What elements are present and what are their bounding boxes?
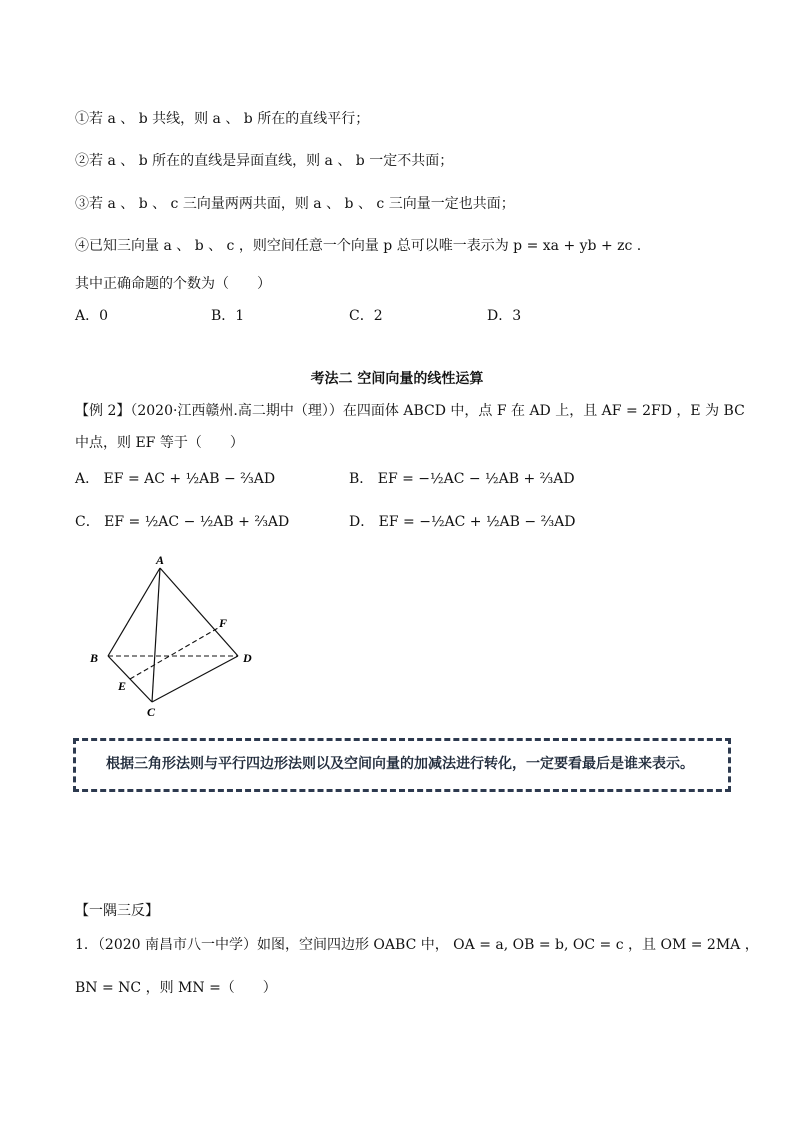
question-count: 其中正确命题的个数为（ ） (75, 276, 271, 292)
choice-a: A．0 (75, 308, 109, 324)
example2-option-d: D． EF = −½AC + ½AB − ⅔AD (349, 514, 576, 530)
practice1-line2: BN = NC ，则 MN =（ ） (75, 980, 277, 996)
choice-b: B．1 (211, 308, 245, 324)
example2-option-b: B． EF = −½AC − ½AB + ⅔AD (349, 471, 575, 487)
example2-line2: 中点，则 EF 等于（ ） (75, 435, 244, 451)
statement-4: ④已知三向量 a 、 b 、 c ，则空间任意一个向量 p 总可以唯一表示为 p = xa + yb + zc . (75, 238, 642, 254)
edge-AC (152, 568, 160, 702)
statement-2: ②若 a 、 b 所在的直线是异面直线，则 a 、 b 一定不共面； (75, 153, 454, 169)
example2-option-c: C． EF = ½AC − ½AB + ⅔AD (75, 514, 290, 530)
statement-3: ③若 a 、 b 、 c 三向量两两共面，则 a 、 b 、 c 三向量一定也共面； (75, 196, 515, 212)
edge-CD (152, 656, 238, 702)
practice1-line1: 1．（2020 南昌市八一中学）如图，空间四边形 OABC 中， OA = a, OB = b, OC = c ，且 OM = 2MA ， (75, 937, 759, 953)
label-C: C (147, 705, 156, 719)
tetrahedron-figure (80, 550, 280, 720)
label-A: A (156, 553, 165, 567)
edge-AD (160, 568, 238, 656)
tip-text: 根据三角形法则与平行四边形法则以及空间向量的加减法进行转化，一定要看最后是谁来表示。 (106, 756, 694, 772)
example2-option-a: A． EF = AC + ½AB − ⅔AD (75, 471, 276, 487)
section-title: 考法二 空间向量的线性运算 (310, 371, 484, 387)
label-D: D (243, 651, 252, 665)
edge-AB (108, 568, 160, 656)
practice-header: 【一隅三反】 (75, 903, 159, 919)
example2-line1: 【例 2】（2020·江西赣州.高二期中（理））在四面体 ABCD 中，点 F 在 AD 上，且 AF = 2FD ，E 为 BC (75, 403, 745, 419)
choice-c: C．2 (349, 308, 383, 324)
label-B: B (90, 651, 99, 665)
label-E: E (118, 679, 127, 693)
statement-1: ①若 a 、 b 共线，则 a 、 b 所在的直线平行； (75, 111, 370, 127)
segment-EF-hidden (130, 628, 218, 679)
label-F: F (219, 616, 228, 630)
choice-d: D．3 (487, 308, 522, 324)
